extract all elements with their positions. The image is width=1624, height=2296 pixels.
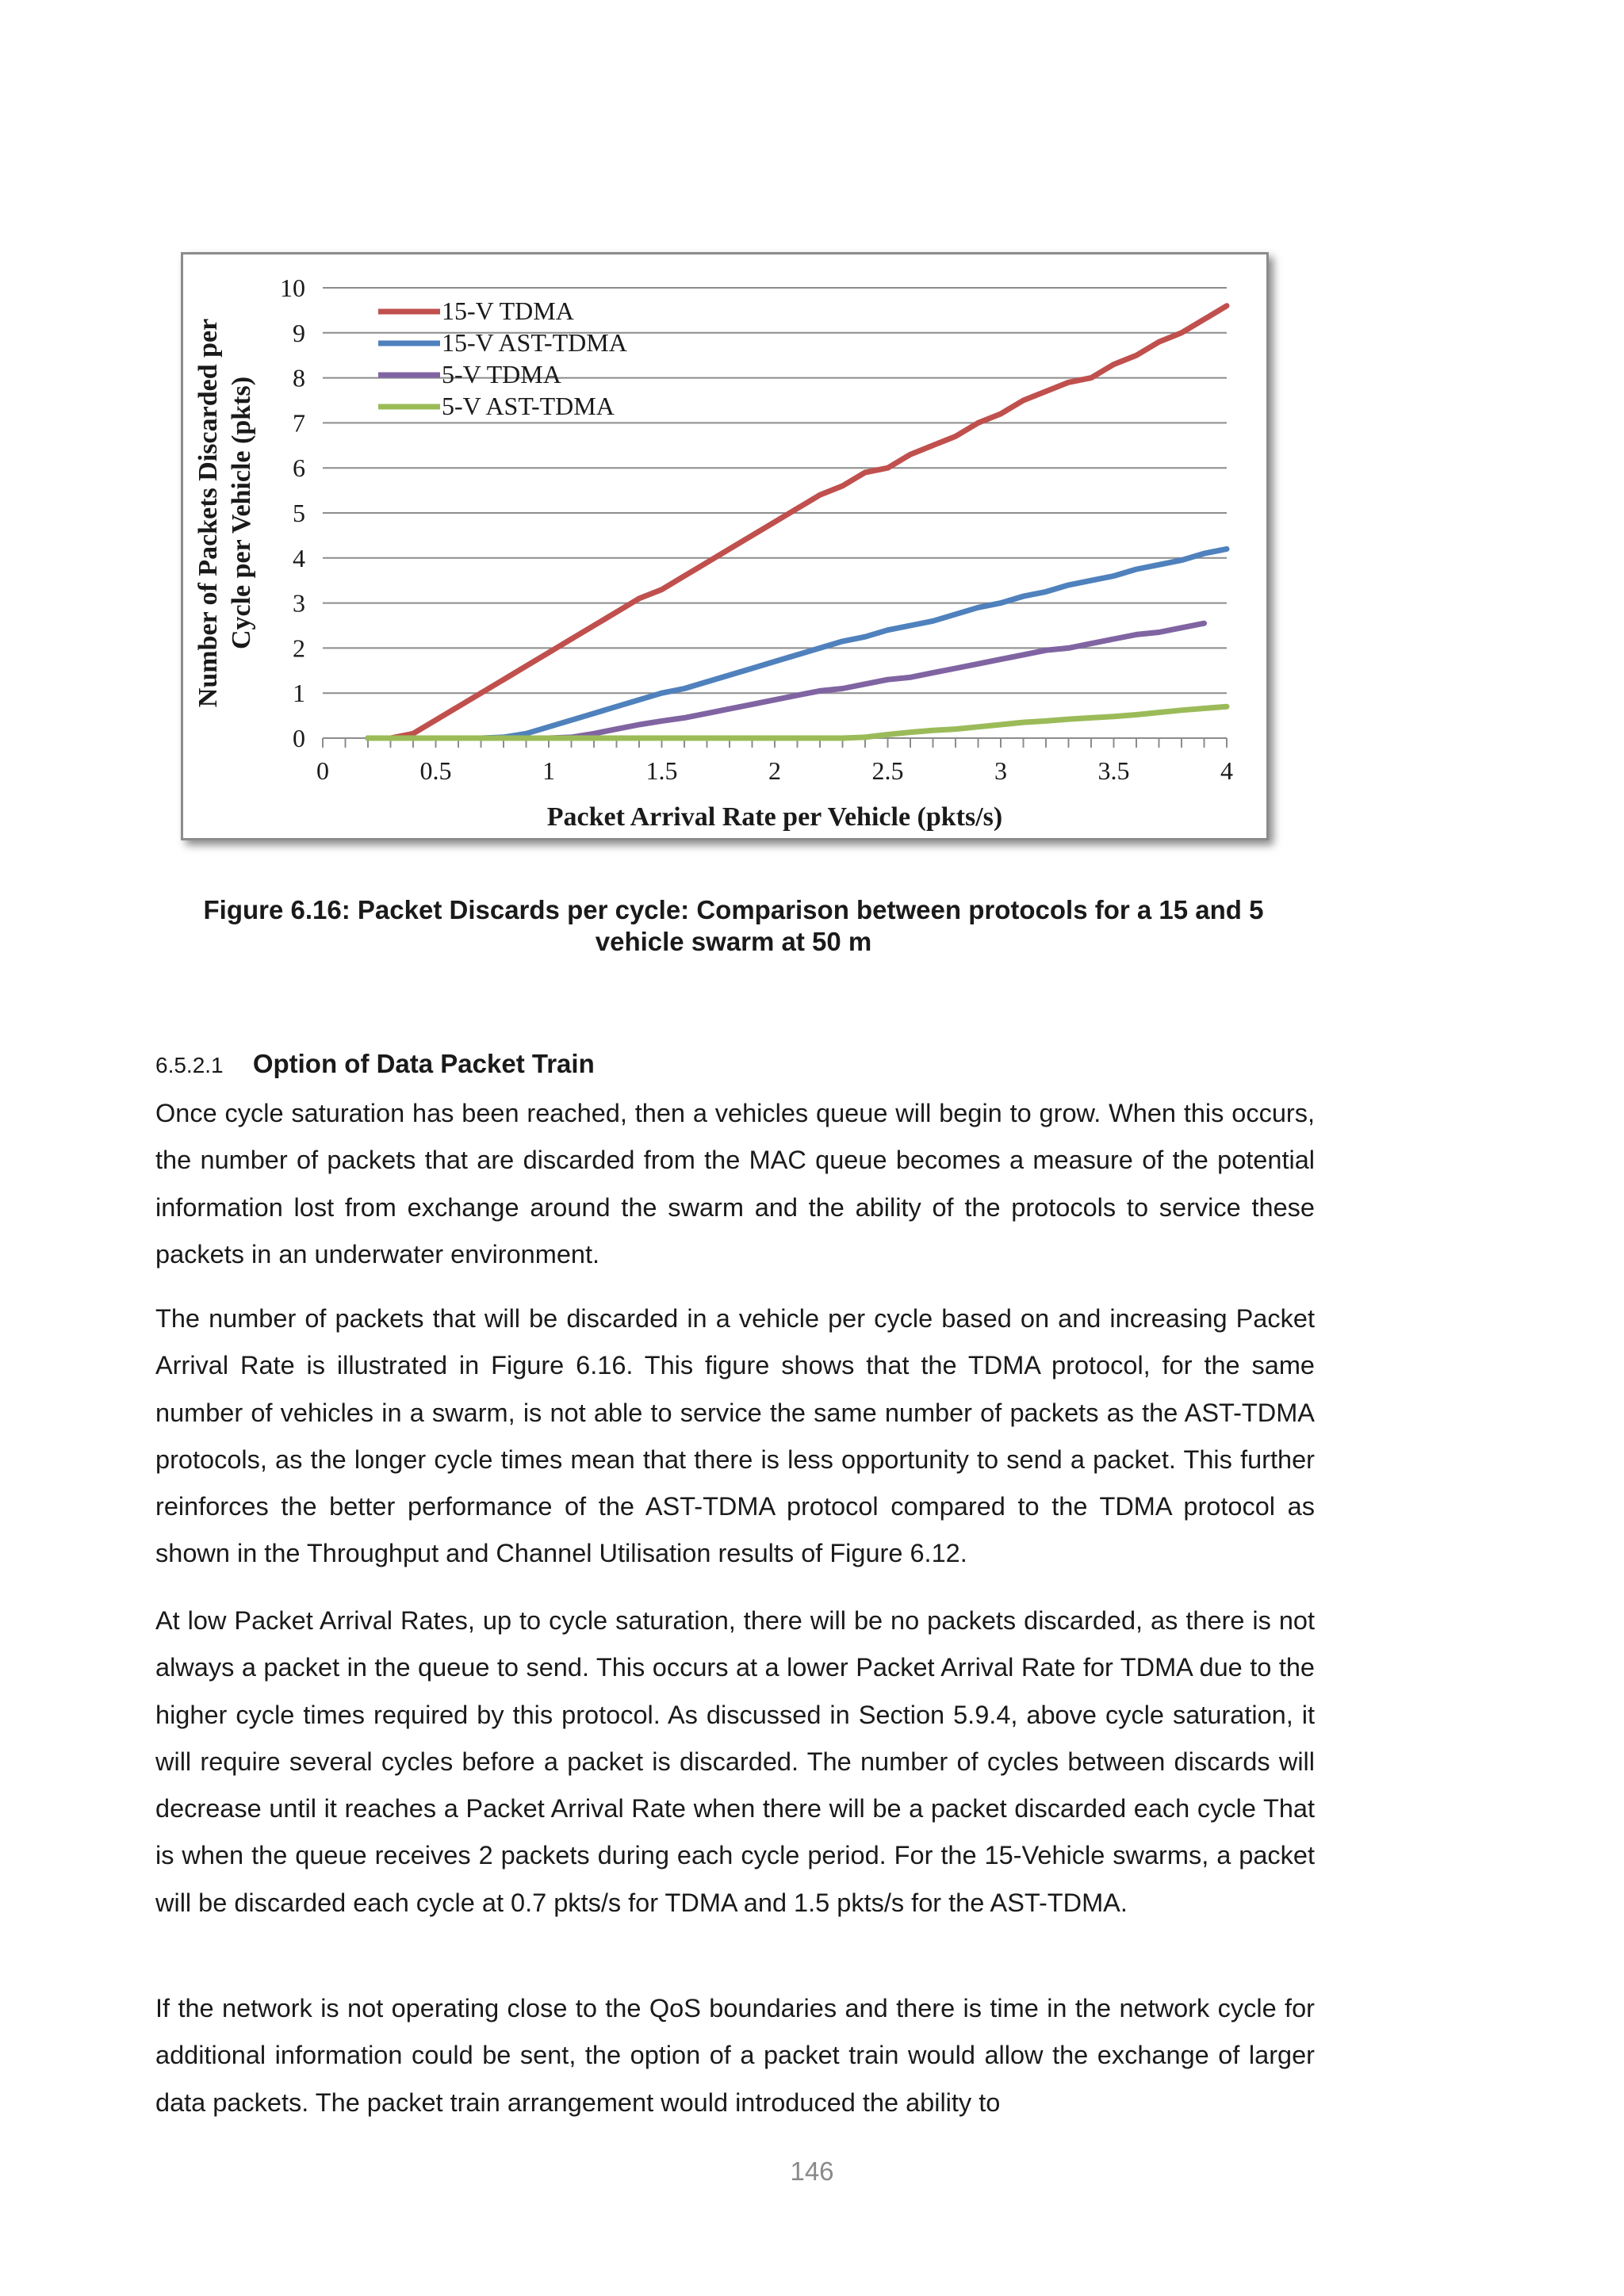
x-tick-label: 0.5	[419, 756, 452, 785]
legend-label-4: 5-V AST-TDMA	[442, 392, 615, 420]
line-chart	[183, 254, 1266, 838]
paragraph-3: At low Packet Arrival Rates, up to cycle saturation, there will be no packets discarded, as there is not always a packet in the queue to send. This occurs at a lower Packet Arrival Rate for TDMA due to the higher cycle times required by this protocol. As discussed in Section 5.9.4, above cycle saturation, it will require several cycles before a packet is discarded. The number of cycles between discards will decrease until it reaches a Packet Arrival Rate when there will be a packet discarded each cycle That is when the queue receives 2 packets during each cycle period. For the 15-Vehicle swarms, a packet will be discarded each cycle at 0.7 pkts/s for TDMA and 1.5 pkts/s for the AST-TDMA.	[155, 1606, 1315, 1917]
section-heading	[155, 1048, 595, 1081]
legend-label-1: 15-V TDMA	[442, 297, 574, 325]
y-axis-title-line-2: Cycle per Vehicle (pkts)	[227, 376, 256, 650]
x-tick-label: 3.5	[1097, 756, 1130, 785]
x-tick-label: 3	[994, 756, 1007, 785]
y-tick-label: 7	[293, 408, 305, 438]
legend-label-3: 5-V TDMA	[442, 360, 561, 388]
chart-legend	[378, 297, 627, 420]
y-tick-label: 2	[293, 633, 305, 663]
x-tick-label: 0	[316, 756, 329, 785]
section-number: 6.5.2.1	[155, 1053, 224, 1077]
y-tick-label: 10	[280, 274, 305, 302]
x-axis-title: Packet Arrival Rate per Vehicle (pkts/s)	[546, 802, 1003, 832]
x-tick-label: 4	[1220, 756, 1233, 785]
x-tick-label: 1	[542, 756, 555, 785]
series-line-4	[368, 706, 1227, 738]
paragraph-4: If the network is not operating close to the QoS boundaries and there is time in the network cycle for additional information could be sent, the option of a packet train would allow the exchange of larger data packets. The packet train arrangement would introduced the ability to	[155, 1994, 1315, 2117]
x-tick-label: 2	[768, 756, 781, 785]
chart-axes	[280, 274, 1233, 785]
y-axis-title-line-1: Number of Packets Discarded per	[193, 318, 223, 708]
y-tick-label: 4	[293, 543, 305, 572]
y-tick-label: 9	[293, 318, 305, 347]
paragraph-1: Once cycle saturation has been reached, then a vehicles queue will begin to grow. When this occurs, the number of packets that are discarded from the MAC queue becomes a measure of the potential information lost from exchange around the swarm and the ability of the protocols to service these packets in an underwater environment.	[155, 1099, 1315, 1269]
y-tick-label: 8	[293, 363, 305, 392]
figure-caption: Figure 6.16: Packet Discards per cycle: Comparison between protocols for a 15 and 5 vehicle swarm at 50 m	[203, 895, 1264, 956]
chart-frame	[181, 252, 1269, 840]
y-tick-label: 3	[293, 588, 305, 618]
x-tick-label: 1.5	[645, 756, 678, 785]
legend-label-2: 15-V AST-TDMA	[442, 328, 627, 357]
y-tick-label: 6	[293, 453, 305, 483]
section-title: Option of Data Packet Train	[252, 1049, 595, 1078]
page-number: 146	[790, 2156, 834, 2186]
y-tick-label: 5	[293, 499, 305, 527]
x-tick-label: 2.5	[871, 756, 904, 785]
paragraph-2: The number of packets that will be discarded in a vehicle per cycle based on and increasing Packet Arrival Rate is illustrated in Figure 6.16. This figure shows that the TDMA protocol, for the same number of vehicles in a swarm, is not able to service the same number of packets as the AST-TDMA protocols, as the longer cycle times mean that there is less opportunity to send a packet. This further reinforces the better performance of the AST-TDMA protocol compared to the TDMA protocol as shown in the Throughput and Channel Utilisation results of Figure 6.12.	[155, 1304, 1315, 1568]
y-tick-label: 0	[293, 724, 305, 752]
y-tick-label: 1	[293, 679, 305, 708]
